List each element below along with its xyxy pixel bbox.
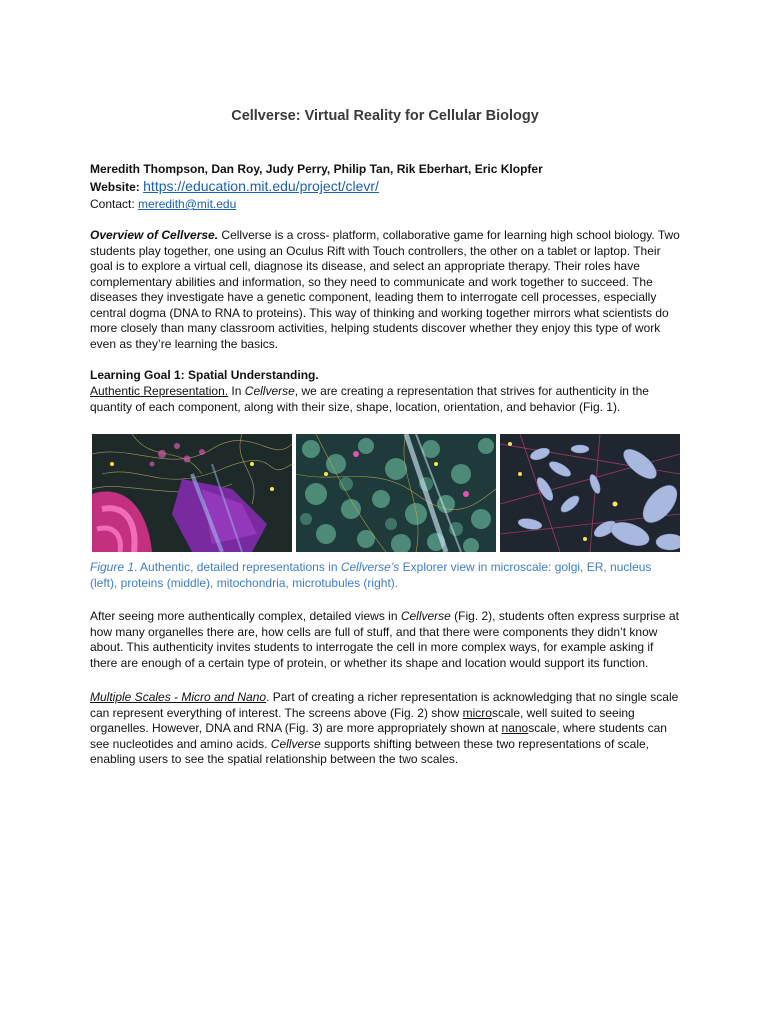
paragraph-3 (90, 690, 682, 768)
para2-text-b: (Fig. 2), students often express surprise at how many organelles there are, how cells are full of stuff, and that there were components they didn’t know about. This authenticity invites students to interrogate the cell in more complex ways, for example asking if there are enough of a certain type of protein, or whether its shape and location would support its function. (90, 609, 679, 670)
para3-underline-nano: nano (501, 721, 529, 735)
page-title: Cellverse: Virtual Reality for Cellular Biology (231, 108, 539, 124)
goal1-text-b: , we are creating a representation that strives for authenticity in the quantity of each component, along with their size, shape, location, orientation, and behavior (Fig. 1). (90, 384, 649, 414)
para3-underline-micro: micro (462, 705, 492, 720)
overview-paragraph (90, 228, 682, 352)
website-label: Website: (90, 180, 140, 194)
para3-text-a: . Part of creating a richer representation is acknowledging that no single scale can represent everything of interest. The screens above (Fig. 2) show (90, 690, 679, 720)
website-line (90, 178, 379, 194)
figure-1-caption (90, 560, 680, 591)
figure-1-images (92, 434, 680, 552)
caption-italic: Cellverse’s (340, 560, 400, 574)
figure-image-middle (296, 434, 496, 552)
para3-text-d: supports shifting between these two representations of scale, enabling users to see the spatial relationship between the two scales. (90, 736, 649, 766)
para2-italic: Cellverse (400, 609, 451, 623)
figure-image-left (92, 434, 292, 552)
para3-heading: Multiple Scales - Micro and Nano (90, 690, 267, 704)
paragraph-2 (90, 609, 682, 671)
goal1-text-a: In (228, 384, 245, 398)
website-link[interactable]: https://education.mit.edu/project/clevr/ (143, 178, 379, 194)
overview-text: Cellverse is a cross- platform, collaborative game for learning high school biology. Two students play together, one using an Oculus Rift with Touch controllers, the other on a tablet or laptop. Their goal is to explore a virtual cell, diagnose its disease, and select an appropriate therapy. Their roles have complementary abilities and information, so they need to communicate and work together to succeed. The diseases they investigate have a genetic component, leading them to interrogate cell processes, especially central dogma (DNA to RNA to proteins). This way of thinking and working together mirrors what scientists do more closely than many classroom activities, helping students discover whether they enjoy this type of work even as they’re learning the basics. (90, 228, 680, 351)
para3-text-b: scale, well suited to seeing organelles. However, DNA and RNA (Fig. 3) are more appropriately shown at (90, 705, 635, 735)
goal1-subheading: Authentic Representation. (90, 384, 229, 398)
contact-line (90, 197, 236, 211)
para3-italic: Cellverse (270, 736, 321, 751)
overview-heading: Overview of Cellverse. (90, 228, 219, 242)
para3-text-c: scale, where students can see nucleotides and amino acids. (90, 721, 667, 751)
figure-label: Figure 1 (90, 560, 135, 574)
contact-label: Contact: (90, 197, 135, 211)
figure-image-right (500, 434, 680, 552)
para2-text-a: After seeing more authentically complex, detailed views in (90, 609, 401, 623)
contact-email-link[interactable]: meredith@mit.edu (138, 197, 237, 211)
caption-text-a: . Authentic, detailed representations in (134, 560, 341, 574)
goal1-italic: Cellverse (244, 384, 295, 398)
goal1-heading: Learning Goal 1: Spatial Understanding. (90, 368, 319, 382)
goal1-paragraph (90, 384, 682, 415)
author-list: Meredith Thompson, Dan Roy, Judy Perry, Philip Tan, Rik Eberhart, Eric Klopfer (90, 162, 543, 176)
caption-text-b: Explorer view in microscale: golgi, ER, nucleus (left), proteins (middle), mitochondria, microtubules (right). (90, 560, 652, 590)
